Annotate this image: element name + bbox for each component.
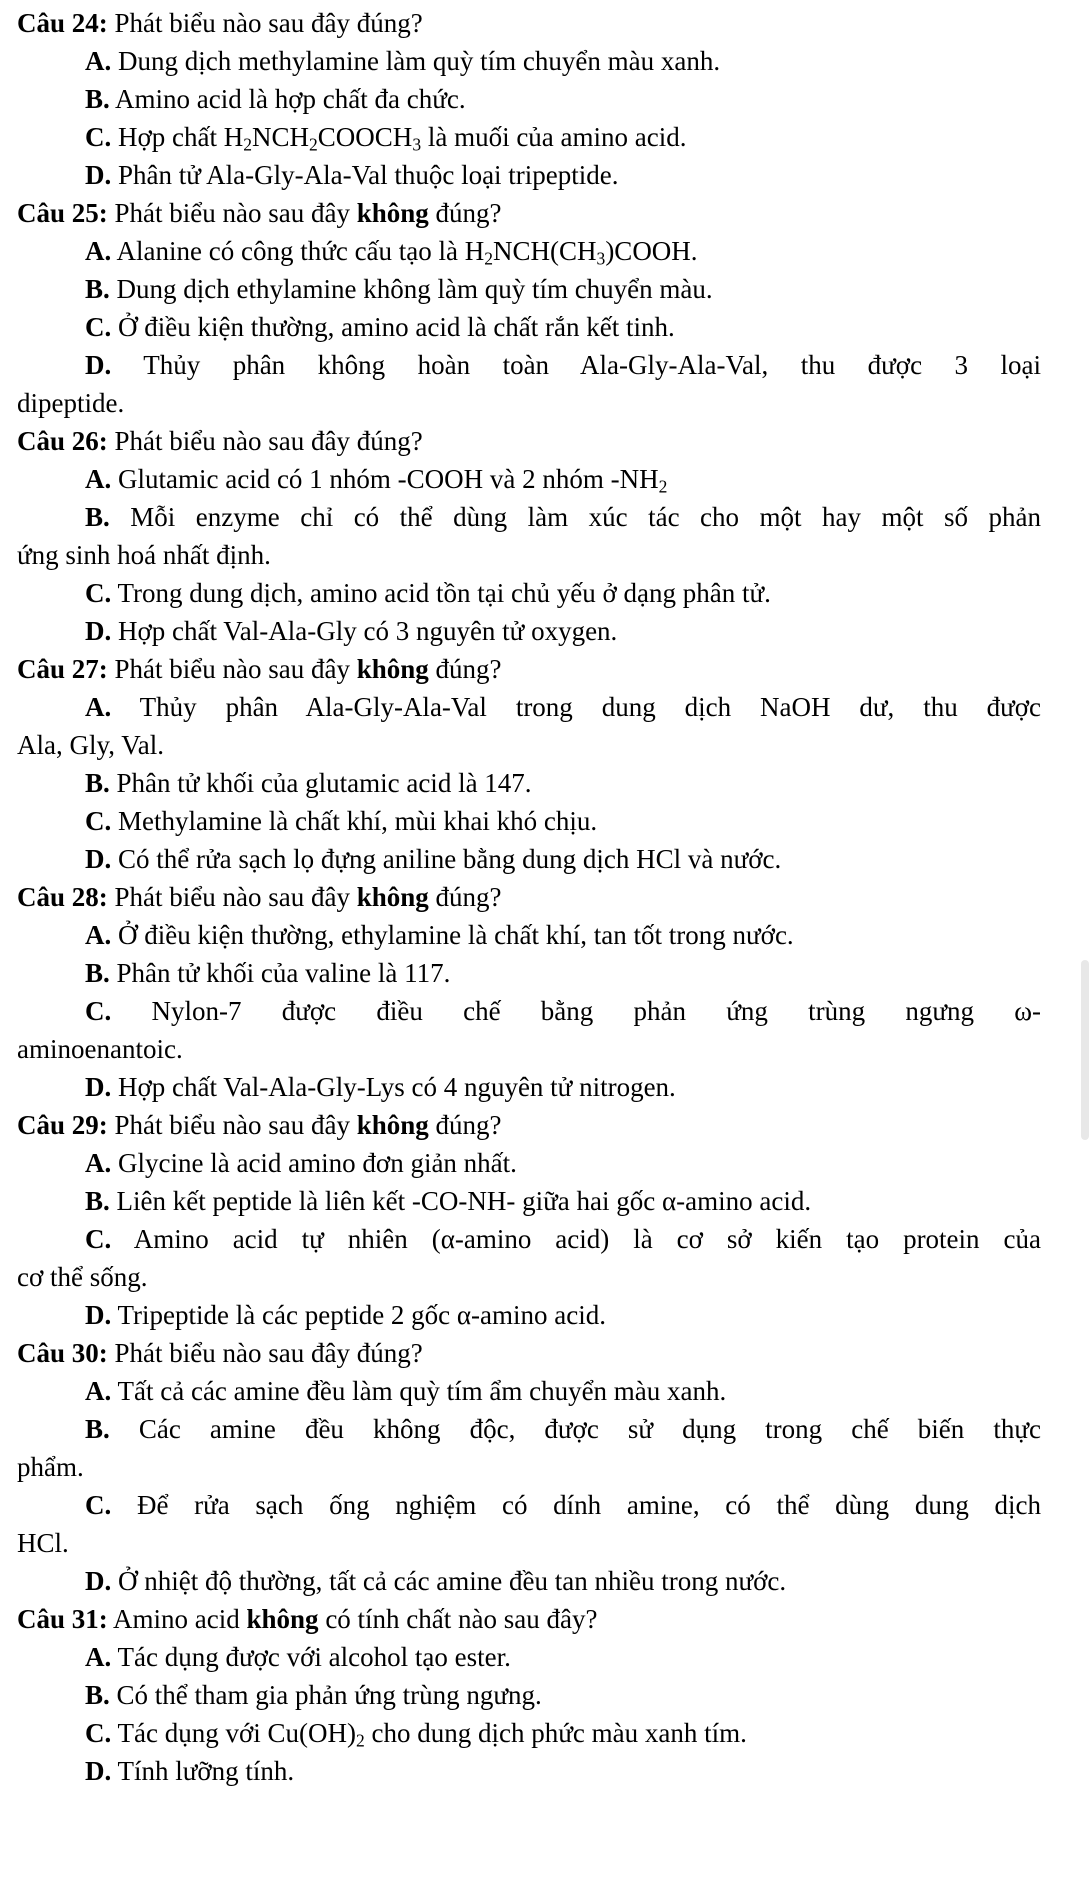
question-27-option-b: B. Phân tử khối của glutamic acid là 147. <box>85 768 532 798</box>
question-25-option-c: C. Ở điều kiện thường, amino acid là chất rắn kết tinh. <box>85 312 675 342</box>
question-28-option-b: B. Phân tử khối của valine là 117. <box>85 958 451 988</box>
question-30-option-a: A. Tất cả các amine đều làm quỳ tím ẩm chuyển màu xanh. <box>85 1376 727 1406</box>
question-26-option-b: B. Mỗi enzyme chỉ có thể dùng làm xúc tác cho một hay một số phản <box>85 502 1041 532</box>
question-31-option-b: B. Có thể tham gia phản ứng trùng ngưng. <box>85 1680 542 1710</box>
question-26-option-c: C. Trong dung dịch, amino acid tồn tại chủ yếu ở dạng phân tử. <box>85 578 771 608</box>
question-28-option-d: D. Hợp chất Val-Ala-Gly-Lys có 4 nguyên tử nitrogen. <box>85 1072 676 1102</box>
question-29-option-c: C. Amino acid tự nhiên (α-amino acid) là cơ sở kiến tạo protein của <box>85 1224 1041 1254</box>
question-28-option-c-wrap: aminoenantoic. <box>17 1034 183 1064</box>
question-31-option-a: A. Tác dụng được với alcohol tạo ester. <box>85 1642 511 1672</box>
scrollbar-thumb[interactable] <box>1081 960 1089 1140</box>
question-28-option-c: C. Nylon-7 được điều chế bằng phản ứng trùng ngưng ω- <box>85 996 1041 1026</box>
question-27-option-a-wrap: Ala, Gly, Val. <box>17 730 164 760</box>
question-25-option-d: D. Thủy phân không hoàn toàn Ala-Gly-Ala-Val, thu được 3 loại <box>85 350 1041 380</box>
question-26-option-b-wrap: ứng sinh hoá nhất định. <box>17 540 271 570</box>
question-24-option-a: A. Dung dịch methylamine làm quỳ tím chuyển màu xanh. <box>85 46 721 76</box>
question-29-option-d: D. Tripeptide là các peptide 2 gốc α-amino acid. <box>85 1300 607 1330</box>
question-29-option-c-wrap: cơ thể sống. <box>17 1262 148 1292</box>
question-24-option-c: C. Hợp chất $H_2NCH_2COOCH_3$ là muối của amino acid. <box>85 122 687 155</box>
question-25-option-b: B. Dung dịch ethylamine không làm quỳ tím chuyển màu. <box>85 274 713 304</box>
question-27-option-a: A. Thủy phân Ala-Gly-Ala-Val trong dung dịch NaOH dư, thu được <box>85 692 1041 722</box>
question-24-option-d: D. Phân tử Ala-Gly-Ala-Val thuộc loại tripeptide. <box>85 160 619 190</box>
question-30-option-c: C. Để rửa sạch ống nghiệm có dính amine, có thể dùng dung dịch <box>85 1490 1041 1520</box>
question-25-option-a: A. Alanine có công thức cấu tạo là $H_2NCH(CH_3)COOH$. <box>85 236 698 269</box>
question-29-option-a: A. Glycine là acid amino đơn giản nhất. <box>85 1148 517 1178</box>
question-27-stem: Câu 27: Phát biểu nào sau đây không đúng? <box>17 654 502 684</box>
question-27-option-d: D. Có thể rửa sạch lọ đựng aniline bằng dung dịch HCl và nước. <box>85 844 782 874</box>
question-26-option-a: A. Glutamic acid có 1 nhóm -COOH và 2 nhóm $-NH_2$ <box>85 464 668 497</box>
question-24-stem: Câu 24: Phát biểu nào sau đây đúng? <box>17 8 423 38</box>
question-29-option-b: B. Liên kết peptide là liên kết -CO-NH- giữa hai gốc α-amino acid. <box>85 1186 812 1216</box>
question-30-stem: Câu 30: Phát biểu nào sau đây đúng? <box>17 1338 423 1368</box>
question-27-option-c: C. Methylamine là chất khí, mùi khai khó chịu. <box>85 806 598 836</box>
question-25-option-d-wrap: dipeptide. <box>17 388 125 418</box>
question-24-option-b: B. Amino acid là hợp chất đa chức. <box>85 84 466 114</box>
question-28-option-a: A. Ở điều kiện thường, ethylamine là chất khí, tan tốt trong nước. <box>85 920 794 950</box>
question-25-stem: Câu 25: Phát biểu nào sau đây không đúng? <box>17 198 502 228</box>
question-26-option-d: D. Hợp chất Val-Ala-Gly có 3 nguyên tử oxygen. <box>85 616 618 646</box>
question-29-stem: Câu 29: Phát biểu nào sau đây không đúng? <box>17 1110 502 1140</box>
question-28-stem: Câu 28: Phát biểu nào sau đây không đúng? <box>17 882 502 912</box>
question-30-option-d: D. Ở nhiệt độ thường, tất cả các amine đều tan nhiều trong nước. <box>85 1566 787 1596</box>
question-30-option-b-wrap: phẩm. <box>17 1452 84 1482</box>
question-31-stem: Câu 31: Amino acid không có tính chất nào sau đây? <box>17 1604 598 1634</box>
question-30-option-c-wrap: HCl. <box>17 1528 69 1558</box>
question-26-stem: Câu 26: Phát biểu nào sau đây đúng? <box>17 426 423 456</box>
question-31-option-c: C. Tác dụng với $Cu(OH)_2$ cho dung dịch phức màu xanh tím. <box>85 1718 747 1751</box>
question-30-option-b: B. Các amine đều không độc, được sử dụng trong chế biến thực <box>85 1414 1041 1444</box>
question-31-option-d: D. Tính lưỡng tính. <box>85 1756 295 1786</box>
